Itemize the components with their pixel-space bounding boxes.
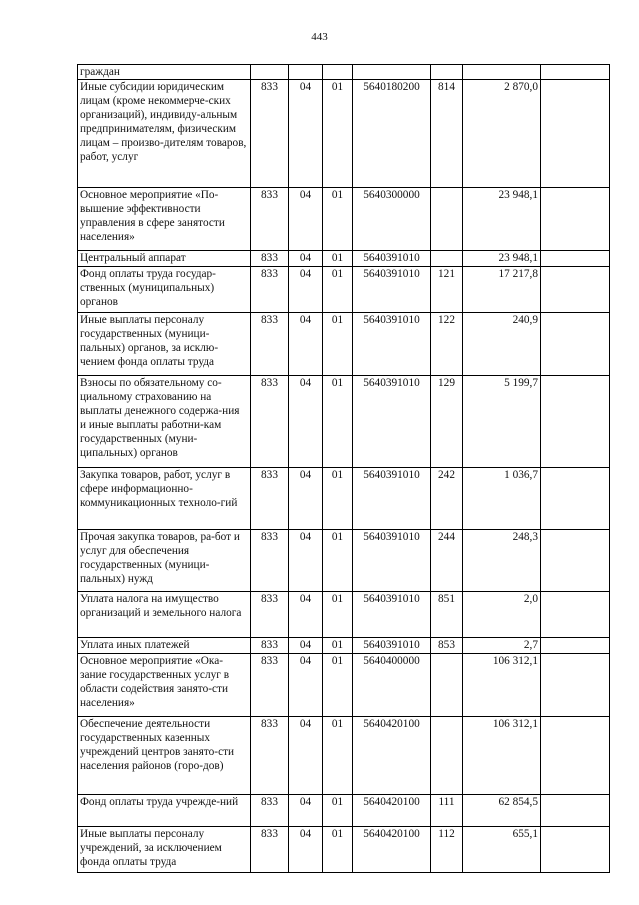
subsection-code-cell: 01 [323, 530, 353, 592]
section-code-cell: 04 [289, 376, 323, 468]
target-article-cell: 5640391010 [353, 592, 431, 638]
sum-cell: 23 948,1 [463, 251, 541, 267]
empty-cell [541, 267, 610, 313]
table-row [78, 827, 610, 873]
subsection-code-cell [323, 65, 353, 80]
expense-type-cell [431, 717, 463, 795]
empty-cell [541, 795, 610, 827]
target-article-cell: 5640300000 [353, 188, 431, 251]
table-row [78, 313, 610, 376]
row-name-cell: Иные выплаты персоналу учреждений, за исключением фонда оплаты труда [78, 827, 251, 873]
target-article-cell: 5640391010 [353, 530, 431, 592]
table-row [78, 530, 610, 592]
section-code-cell: 04 [289, 267, 323, 313]
row-name-cell: Центральный аппарат [78, 251, 251, 267]
expense-type-cell: 111 [431, 795, 463, 827]
ministry-code-cell: 833 [251, 654, 289, 717]
ministry-code-cell: 833 [251, 251, 289, 267]
row-name-cell: Иные субсидии юридическим лицам (кроме некоммерче-ских организаций), индивиду-альным предпринимателям, физическим лицам – произво-дителям товаров, работ, услуг [78, 80, 251, 188]
table-row [78, 251, 610, 267]
expense-type-cell: 122 [431, 313, 463, 376]
target-article-cell: 5640420100 [353, 827, 431, 873]
section-code-cell: 04 [289, 313, 323, 376]
subsection-code-cell: 01 [323, 313, 353, 376]
sum-cell: 2,7 [463, 638, 541, 654]
expense-type-cell: 242 [431, 468, 463, 530]
expense-type-cell [431, 188, 463, 251]
target-article-cell: 5640391010 [353, 251, 431, 267]
target-article-cell [353, 65, 431, 80]
row-name-cell: Уплата иных платежей [78, 638, 251, 654]
target-article-cell: 5640420100 [353, 717, 431, 795]
expense-type-cell: 121 [431, 267, 463, 313]
empty-cell [541, 65, 610, 80]
ministry-code-cell: 833 [251, 795, 289, 827]
empty-cell [541, 827, 610, 873]
row-name-cell: граждан [78, 65, 251, 80]
expense-type-cell [431, 654, 463, 717]
sum-cell: 106 312,1 [463, 717, 541, 795]
target-article-cell: 5640391010 [353, 267, 431, 313]
subsection-code-cell: 01 [323, 376, 353, 468]
subsection-code-cell: 01 [323, 188, 353, 251]
subsection-code-cell: 01 [323, 267, 353, 313]
subsection-code-cell: 01 [323, 827, 353, 873]
row-name-cell: Фонд оплаты труда государ-ственных (муниципальных) органов [78, 267, 251, 313]
empty-cell [541, 638, 610, 654]
empty-cell [541, 654, 610, 717]
table-row [78, 717, 610, 795]
row-name-cell: Иные выплаты персоналу государственных (муници-пальных) органов, за исклю-чением фонда оплаты труда [78, 313, 251, 376]
section-code-cell: 04 [289, 251, 323, 267]
table-row [78, 80, 610, 188]
sum-cell: 5 199,7 [463, 376, 541, 468]
section-code-cell: 04 [289, 80, 323, 188]
ministry-code-cell: 833 [251, 530, 289, 592]
empty-cell [541, 468, 610, 530]
ministry-code-cell: 833 [251, 468, 289, 530]
expense-type-cell: 814 [431, 80, 463, 188]
table-row [78, 638, 610, 654]
target-article-cell: 5640180200 [353, 80, 431, 188]
target-article-cell: 5640391010 [353, 468, 431, 530]
table-row [78, 654, 610, 717]
ministry-code-cell: 833 [251, 827, 289, 873]
subsection-code-cell: 01 [323, 468, 353, 530]
sum-cell: 106 312,1 [463, 654, 541, 717]
row-name-cell: Фонд оплаты труда учрежде-ний [78, 795, 251, 827]
sum-cell: 655,1 [463, 827, 541, 873]
ministry-code-cell: 833 [251, 80, 289, 188]
empty-cell [541, 592, 610, 638]
row-name-cell: Основное мероприятие «По-вышение эффективности управления в сфере занятости населения» [78, 188, 251, 251]
ministry-code-cell: 833 [251, 717, 289, 795]
subsection-code-cell: 01 [323, 592, 353, 638]
expense-type-cell: 244 [431, 530, 463, 592]
table-row [78, 468, 610, 530]
sum-cell: 62 854,5 [463, 795, 541, 827]
sum-cell: 248,3 [463, 530, 541, 592]
expense-type-cell: 851 [431, 592, 463, 638]
empty-cell [541, 376, 610, 468]
subsection-code-cell: 01 [323, 251, 353, 267]
table-row [78, 376, 610, 468]
ministry-code-cell: 833 [251, 188, 289, 251]
target-article-cell: 5640420100 [353, 795, 431, 827]
section-code-cell: 04 [289, 717, 323, 795]
table-row [78, 795, 610, 827]
section-code-cell: 04 [289, 188, 323, 251]
row-name-cell: Закупка товаров, работ, услуг в сфере информационно-коммуникационных техноло-гий [78, 468, 251, 530]
expense-type-cell: 853 [431, 638, 463, 654]
expense-type-cell [431, 251, 463, 267]
subsection-code-cell: 01 [323, 80, 353, 188]
ministry-code-cell: 833 [251, 376, 289, 468]
ministry-code-cell: 833 [251, 267, 289, 313]
section-code-cell: 04 [289, 638, 323, 654]
subsection-code-cell: 01 [323, 654, 353, 717]
section-code-cell: 04 [289, 468, 323, 530]
section-code-cell [289, 65, 323, 80]
row-name-cell: Уплата налога на имущество организаций и земельного налога [78, 592, 251, 638]
target-article-cell: 5640391010 [353, 376, 431, 468]
target-article-cell: 5640391010 [353, 313, 431, 376]
subsection-code-cell: 01 [323, 795, 353, 827]
table-row [78, 188, 610, 251]
expense-type-cell: 129 [431, 376, 463, 468]
row-name-cell: Взносы по обязательному со-циальному страхованию на выплаты денежного содержа-ния и иные выплаты работни-кам государственных (муни-ципальных) органов [78, 376, 251, 468]
sum-cell: 240,9 [463, 313, 541, 376]
ministry-code-cell: 833 [251, 313, 289, 376]
row-name-cell: Прочая закупка товаров, ра-бот и услуг для обеспечения государственных (муници-пальных) нужд [78, 530, 251, 592]
table-body [78, 65, 610, 873]
expense-type-cell: 112 [431, 827, 463, 873]
ministry-code-cell: 833 [251, 638, 289, 654]
table-row [78, 267, 610, 313]
section-code-cell: 04 [289, 530, 323, 592]
sum-cell: 2,0 [463, 592, 541, 638]
empty-cell [541, 188, 610, 251]
ministry-code-cell [251, 65, 289, 80]
subsection-code-cell: 01 [323, 638, 353, 654]
page-number: 443 [311, 31, 328, 43]
target-article-cell: 5640400000 [353, 654, 431, 717]
empty-cell [541, 80, 610, 188]
sum-cell: 1 036,7 [463, 468, 541, 530]
empty-cell [541, 530, 610, 592]
expense-type-cell [431, 65, 463, 80]
row-name-cell: Обеспечение деятельности государственных казенных учреждений центров занято-сти населения районов (горо-дов) [78, 717, 251, 795]
empty-cell [541, 251, 610, 267]
table-row [78, 65, 610, 80]
sum-cell [463, 65, 541, 80]
section-code-cell: 04 [289, 654, 323, 717]
empty-cell [541, 313, 610, 376]
section-code-cell: 04 [289, 795, 323, 827]
empty-cell [541, 717, 610, 795]
sum-cell: 2 870,0 [463, 80, 541, 188]
ministry-code-cell: 833 [251, 592, 289, 638]
section-code-cell: 04 [289, 592, 323, 638]
table-row [78, 592, 610, 638]
sum-cell: 17 217,8 [463, 267, 541, 313]
sum-cell: 23 948,1 [463, 188, 541, 251]
subsection-code-cell: 01 [323, 717, 353, 795]
row-name-cell: Основное мероприятие «Ока-зание государственных услуг в области содействия занято-сти населения» [78, 654, 251, 717]
section-code-cell: 04 [289, 827, 323, 873]
budget-table [77, 64, 610, 873]
target-article-cell: 5640391010 [353, 638, 431, 654]
